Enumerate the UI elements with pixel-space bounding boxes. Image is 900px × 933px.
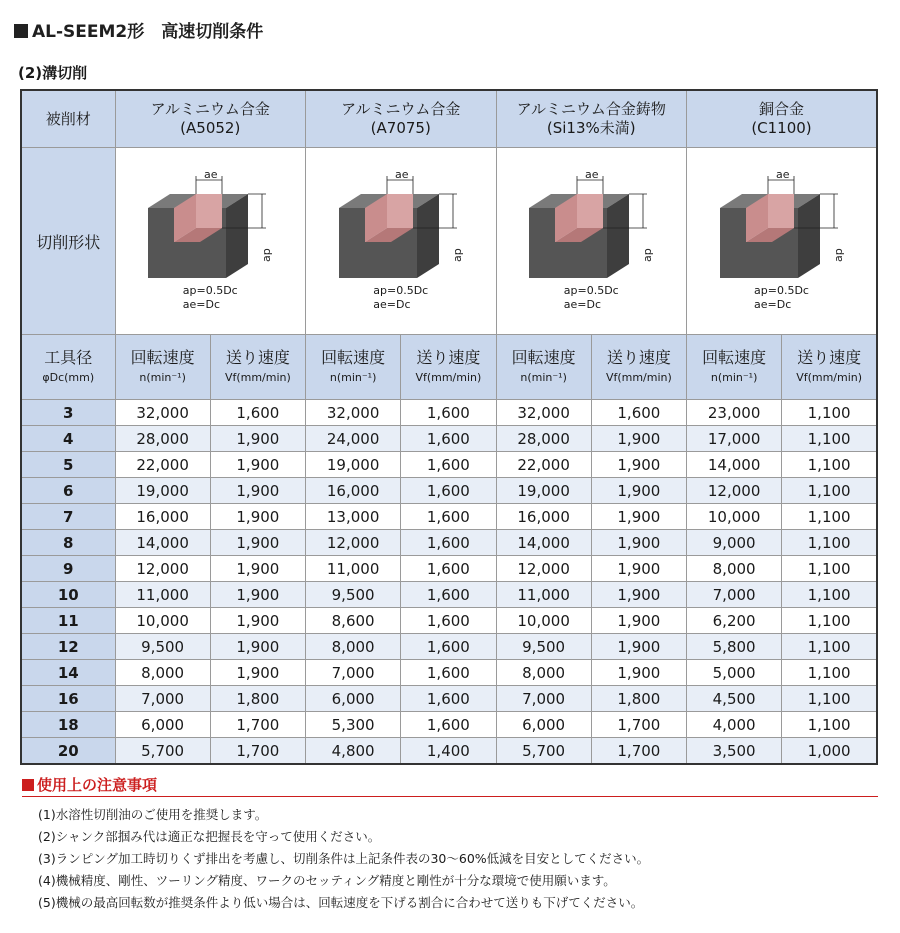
table-row [21,738,877,765]
feed-cell: 1,600 [401,686,496,712]
table-row [21,582,877,608]
speed-cell: 9,500 [115,634,210,660]
shape-label: 切削形状 [21,148,115,335]
speed-cell: 32,000 [306,400,401,426]
speed-cell: 11,000 [496,582,591,608]
ae-label: ae [394,170,409,181]
speed-cell: 4,500 [687,686,782,712]
ae-label: ae [585,170,599,181]
square-bullet-icon [22,779,34,791]
feed-cell: 1,100 [782,582,877,608]
speed-cell: 19,000 [306,452,401,478]
feed-cell: 1,700 [591,738,686,765]
feed-cell: 1,600 [591,400,686,426]
feed-cell: 1,100 [782,530,877,556]
feed-cell: 1,600 [401,504,496,530]
table-row [21,530,877,556]
feed-cell: 1,600 [401,478,496,504]
speed-cell: 7,000 [687,582,782,608]
speed-cell: 9,000 [687,530,782,556]
material-header: アルミニウム合金 (A7075) [306,90,497,148]
note-item: (3)ランピング加工時切りくず排出を考慮し、切削条件は上記条件表の30～60%低減を目安としてください。 [38,851,650,866]
feed-cell: 1,800 [591,686,686,712]
note-item: (2)シャンク部掴み代は適正な把握長を守って使用ください。 [38,829,381,844]
cut-surface-back [768,194,794,228]
shape-cell: ae ap ap=0.5Dc ae=Dc [115,148,306,335]
speed-cell: 8,600 [306,608,401,634]
speed-cell: 7,000 [115,686,210,712]
speed-cell: 8,000 [687,556,782,582]
feed-cell: 1,600 [401,556,496,582]
speed-cell: 13,000 [306,504,401,530]
speed-cell: 12,000 [496,556,591,582]
ap-label: ap [450,248,464,262]
speed-cell: 23,000 [687,400,782,426]
speed-cell: 7,000 [306,660,401,686]
section-subtitle: (2)溝切削 [18,64,88,82]
feed-cell: 1,900 [210,608,305,634]
diameter-cell: 18 [21,712,115,738]
feed-cell: 1,900 [210,634,305,660]
feed-cell: 1,600 [401,426,496,452]
notes-title: 使用上の注意事項 [22,774,157,795]
feed-cell: 1,600 [401,452,496,478]
speed-cell: 19,000 [496,478,591,504]
feed-cell: 1,100 [782,686,877,712]
speed-cell: 6,000 [496,712,591,738]
feed-cell: 1,900 [591,608,686,634]
material-header: 銅合金 (C1100) [687,90,878,148]
speed-cell: 14,000 [496,530,591,556]
feed-cell: 1,600 [401,530,496,556]
speed-header: 回転速度 n(min⁻¹) [496,335,591,400]
speed-cell: 5,800 [687,634,782,660]
speed-cell: 4,000 [687,712,782,738]
speed-cell: 28,000 [496,426,591,452]
shape-cell: ae ap ap=0.5Dc ae=Dc [496,148,687,335]
block-side-face [417,194,439,278]
speed-cell: 16,000 [306,478,401,504]
cut-surface-back [577,194,603,228]
feed-cell: 1,700 [210,712,305,738]
speed-cell: 17,000 [687,426,782,452]
slot-cutting-diagram [140,170,280,282]
diameter-cell: 6 [21,478,115,504]
feed-cell: 1,100 [782,634,877,660]
note-item: (1)水溶性切削油のご使用を推奨します。 [38,807,268,822]
feed-cell: 1,100 [782,504,877,530]
page-title: AL-SEEM2形 高速切削条件 [14,17,263,42]
ap-label: ap [641,248,655,262]
data-rows [21,400,877,765]
speed-cell: 3,500 [687,738,782,765]
slot-cutting-diagram [712,170,852,282]
note-item: (5)機械の最高回転数が推奨条件より低い場合は、回転速度を下げる割合に合わせて送りも下げてください。 [38,895,644,910]
feed-cell: 1,900 [591,582,686,608]
diameter-cell: 5 [21,452,115,478]
speed-cell: 32,000 [496,400,591,426]
feed-cell: 1,900 [591,478,686,504]
feed-cell: 1,600 [401,608,496,634]
feed-cell: 1,900 [591,660,686,686]
speed-cell: 12,000 [687,478,782,504]
speed-cell: 8,000 [115,660,210,686]
notes-list [38,804,649,914]
speed-cell: 12,000 [306,530,401,556]
feed-cell: 1,900 [210,478,305,504]
ap-label: ap [831,248,845,262]
speed-cell: 11,000 [306,556,401,582]
speed-cell: 19,000 [115,478,210,504]
feed-cell: 1,800 [210,686,305,712]
speed-cell: 7,000 [496,686,591,712]
diameter-cell: 7 [21,504,115,530]
feed-header: 送り速度 Vf(mm/min) [591,335,686,400]
material-header: アルミニウム合金鋳物 (Si13%未満) [496,90,687,148]
speed-cell: 9,500 [306,582,401,608]
speed-cell: 16,000 [496,504,591,530]
cut-surface-back [196,194,222,228]
speed-header: 回転速度 n(min⁻¹) [687,335,782,400]
table-row [21,504,877,530]
diameter-header: 工具径 φDc(mm) [21,335,115,400]
feed-cell: 1,900 [210,660,305,686]
speed-cell: 5,700 [115,738,210,765]
speed-cell: 10,000 [687,504,782,530]
diameter-cell: 9 [21,556,115,582]
table-row [21,400,877,426]
material-row [21,90,877,148]
speed-cell: 24,000 [306,426,401,452]
feed-cell: 1,600 [401,634,496,660]
block-side-face [607,194,629,278]
speed-cell: 8,000 [496,660,591,686]
material-label: 被削材 [21,90,115,148]
table-row [21,608,877,634]
diameter-cell: 16 [21,686,115,712]
feed-cell: 1,600 [401,582,496,608]
feed-cell: 1,400 [401,738,496,765]
feed-cell: 1,100 [782,426,877,452]
feed-cell: 1,600 [210,400,305,426]
feed-cell: 1,100 [782,556,877,582]
diameter-cell: 12 [21,634,115,660]
column-header-row [21,335,877,400]
feed-cell: 1,900 [591,504,686,530]
feed-cell: 1,600 [401,400,496,426]
feed-header: 送り速度 Vf(mm/min) [401,335,496,400]
feed-cell: 1,900 [210,556,305,582]
ap-label: ap [260,248,274,262]
speed-cell: 14,000 [687,452,782,478]
diameter-cell: 14 [21,660,115,686]
feed-cell: 1,100 [782,452,877,478]
feed-cell: 1,100 [782,660,877,686]
ae-label: ae [204,170,218,181]
block-side-face [798,194,820,278]
speed-cell: 6,200 [687,608,782,634]
feed-cell: 1,900 [210,452,305,478]
square-bullet-icon [14,24,28,38]
table-row [21,712,877,738]
feed-cell: 1,900 [591,556,686,582]
speed-cell: 5,300 [306,712,401,738]
feed-cell: 1,700 [591,712,686,738]
feed-cell: 1,900 [210,504,305,530]
diameter-cell: 4 [21,426,115,452]
feed-cell: 1,900 [210,426,305,452]
cut-surface-back [387,194,413,228]
feed-cell: 1,900 [591,530,686,556]
feed-cell: 1,100 [782,608,877,634]
speed-header: 回転速度 n(min⁻¹) [115,335,210,400]
slot-cutting-diagram [521,170,661,282]
notes-divider [22,796,878,797]
speed-header: 回転速度 n(min⁻¹) [306,335,401,400]
speed-cell: 12,000 [115,556,210,582]
feed-cell: 1,900 [591,452,686,478]
table-row [21,556,877,582]
speed-cell: 9,500 [496,634,591,660]
speed-cell: 8,000 [306,634,401,660]
speed-cell: 28,000 [115,426,210,452]
speed-cell: 5,000 [687,660,782,686]
speed-cell: 16,000 [115,504,210,530]
table-row [21,660,877,686]
speed-cell: 32,000 [115,400,210,426]
table-row [21,686,877,712]
speed-cell: 22,000 [115,452,210,478]
feed-cell: 1,900 [591,426,686,452]
diameter-cell: 10 [21,582,115,608]
shape-row [21,148,877,335]
note-item: (4)機械精度、剛性、ツーリング精度、ワークのセッティング精度と剛性が十分な環境で使用願います。 [38,873,616,888]
table-row [21,478,877,504]
block-side-face [226,194,248,278]
diameter-cell: 11 [21,608,115,634]
feed-header: 送り速度 Vf(mm/min) [782,335,877,400]
feed-cell: 1,900 [210,582,305,608]
feed-cell: 1,600 [401,660,496,686]
shape-cell: ae ap ap=0.5Dc ae=Dc [306,148,497,335]
shape-cell: ae ap ap=0.5Dc ae=Dc [687,148,878,335]
cutting-conditions-table [20,89,878,765]
table-row [21,634,877,660]
speed-cell: 4,800 [306,738,401,765]
speed-cell: 14,000 [115,530,210,556]
feed-cell: 1,100 [782,400,877,426]
feed-cell: 1,900 [591,634,686,660]
speed-cell: 6,000 [306,686,401,712]
diameter-cell: 8 [21,530,115,556]
table-row [21,426,877,452]
diameter-cell: 3 [21,400,115,426]
feed-cell: 1,000 [782,738,877,765]
speed-cell: 5,700 [496,738,591,765]
feed-cell: 1,100 [782,478,877,504]
speed-cell: 22,000 [496,452,591,478]
diameter-cell: 20 [21,738,115,765]
table-row [21,452,877,478]
slot-cutting-diagram [331,170,471,282]
feed-header: 送り速度 Vf(mm/min) [210,335,305,400]
speed-cell: 10,000 [115,608,210,634]
speed-cell: 6,000 [115,712,210,738]
feed-cell: 1,900 [210,530,305,556]
feed-cell: 1,100 [782,712,877,738]
material-header: アルミニウム合金 (A5052) [115,90,306,148]
ae-label: ae [775,170,790,181]
feed-cell: 1,600 [401,712,496,738]
speed-cell: 11,000 [115,582,210,608]
speed-cell: 10,000 [496,608,591,634]
feed-cell: 1,700 [210,738,305,765]
